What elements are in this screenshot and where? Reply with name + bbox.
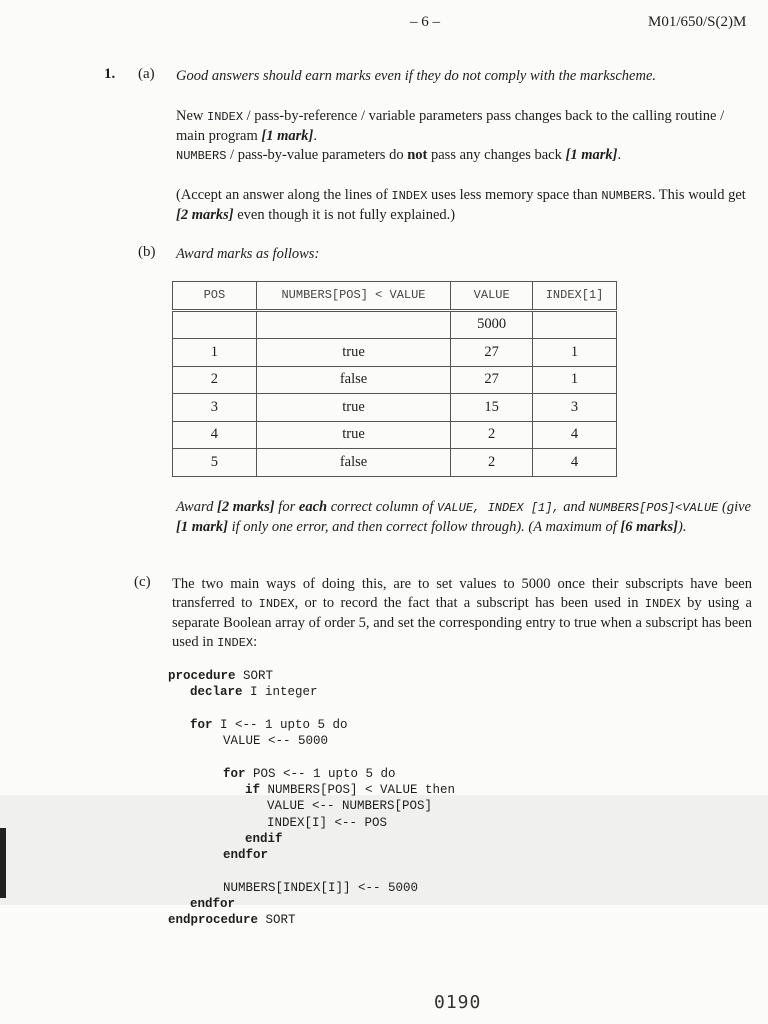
table-header-row [173, 282, 617, 311]
part-b-intro: Award marks as follows: [176, 246, 320, 262]
code-line [168, 668, 455, 684]
table-cell: true [256, 394, 451, 422]
mark: [2 marks] [217, 499, 275, 515]
table-cell: 27 [451, 366, 533, 394]
code-index: INDEX [258, 597, 295, 611]
code-text: VALUE <-- 5000 [223, 734, 329, 749]
column-header-index: INDEX[1] [533, 282, 617, 311]
table-cell: 4 [533, 449, 617, 477]
table-cell: 2 [451, 449, 533, 477]
table-row [173, 394, 617, 422]
table-cell: false [256, 366, 451, 394]
code-keyword: endfor [190, 897, 236, 912]
part-b-label: (b) [138, 244, 156, 260]
text: Award [176, 499, 217, 515]
code-text: SORT [235, 669, 274, 683]
code-numbers: NUMBERS [176, 149, 227, 163]
code-keyword: endif [245, 831, 283, 846]
table-row [173, 310, 617, 339]
code-line [168, 766, 455, 782]
text: . [313, 128, 317, 144]
code-text: SORT [258, 913, 296, 928]
code-index: INDEX [391, 189, 428, 203]
text: , or to record the fact that a subscript has been used in [294, 595, 645, 611]
code-line [168, 717, 455, 733]
code-line [168, 749, 455, 765]
text: / pass-by-value parameters do [226, 147, 408, 163]
page-number: – 6 – [410, 14, 440, 30]
code-line [168, 896, 455, 912]
text: uses less memory space than [427, 187, 602, 203]
text: pass any changes back [427, 147, 566, 163]
text: even though it is not fully explained.) [233, 207, 456, 223]
table-row [173, 366, 617, 394]
text: (give [718, 499, 751, 515]
column-header-comparison: NUMBERS[POS] < VALUE [256, 282, 451, 311]
text: for [274, 499, 299, 515]
table-cell: 1 [533, 339, 617, 367]
table-cell: 2 [173, 366, 257, 394]
code-line [168, 684, 455, 700]
text: correct column of [327, 499, 438, 515]
code-index: INDEX [1], [487, 501, 560, 515]
code-index: INDEX [217, 636, 254, 650]
part-a-label: (a) [138, 66, 155, 82]
part-a-paragraph-1 [176, 107, 751, 166]
code-line [168, 815, 455, 831]
code-line [168, 798, 455, 814]
code-numbers: NUMBERS [601, 189, 652, 203]
code-keyword: declare [190, 685, 243, 700]
text: and [559, 499, 589, 515]
text: New [176, 108, 208, 124]
table-cell: 3 [173, 394, 257, 422]
table-cell: 1 [533, 366, 617, 394]
table-cell [173, 310, 257, 339]
code-line [168, 733, 455, 749]
code-comparison: NUMBERS[POS]<VALUE [588, 501, 719, 515]
code-keyword: endfor [223, 848, 269, 863]
mark: [6 marks] [620, 519, 678, 535]
table-row [173, 339, 617, 367]
code-line [168, 864, 455, 880]
code-text: INDEX[I] <-- POS [267, 815, 388, 830]
table-row [173, 421, 617, 449]
code-keyword: procedure [168, 669, 236, 683]
part-c-paragraph [172, 575, 752, 653]
code-text: NUMBERS[POS] < VALUE then [260, 783, 456, 798]
text: : [253, 634, 258, 650]
table-cell: 2 [451, 421, 533, 449]
table-cell: false [256, 449, 451, 477]
table-cell: 3 [533, 394, 617, 422]
part-a-intro: Good answers should earn marks even if they do not comply with the markscheme. [176, 68, 657, 84]
mark: [1 mark] [565, 147, 618, 163]
code-line [168, 831, 455, 847]
text: The two main ways of doing this, are to set values to 5000 once their subscripts have been transferred to [172, 576, 752, 611]
table-cell [533, 310, 617, 339]
mark: [1 mark] [261, 128, 314, 144]
mark: [2 marks] [176, 207, 234, 223]
code-keyword: for [223, 766, 246, 781]
code-text: VALUE <-- NUMBERS[POS] [267, 799, 433, 814]
emphasis-each: each [298, 499, 328, 515]
document-reference: M01/650/S(2)M [648, 14, 747, 30]
column-header-pos: POS [173, 282, 257, 311]
code-keyword: endprocedure [168, 913, 259, 928]
pseudocode-block [168, 668, 455, 929]
part-c-label: (c) [134, 574, 151, 590]
text: / pass-by-reference / variable parameters pass changes back to the calling routine / main program [176, 108, 725, 144]
part-a-paragraph-accept [176, 186, 751, 225]
code-index: INDEX [207, 110, 244, 124]
emphasis-not: not [407, 147, 428, 163]
text: . [617, 147, 622, 163]
table-cell: 5000 [451, 310, 533, 339]
text: . This would get [651, 187, 746, 203]
code-text: I <-- 1 upto 5 do [212, 717, 348, 732]
code-line [168, 847, 455, 863]
text: if only one error, and then correct follow through). (A maximum of [227, 519, 621, 535]
code-keyword: for [190, 717, 213, 732]
text: by using a separate Boolean array of order 5, and set the corresponding entry to true when a subscript has been used in [172, 595, 752, 650]
mark: [1 mark] [176, 519, 228, 535]
table-cell: 5 [173, 449, 257, 477]
part-b-marking-note [176, 498, 751, 537]
table-cell: true [256, 421, 451, 449]
table-row [173, 449, 617, 477]
table-cell: 4 [533, 421, 617, 449]
trace-table [172, 281, 617, 477]
page-stamp: 0190 [434, 992, 482, 1013]
code-line [168, 782, 455, 798]
code-line [168, 912, 455, 928]
code-text: POS <-- 1 upto 5 do [245, 766, 396, 781]
table-cell [256, 310, 451, 339]
question-number: 1. [104, 66, 116, 82]
text: ). [677, 519, 687, 535]
text: (Accept an answer along the lines of [176, 187, 392, 203]
table-cell: 15 [451, 394, 533, 422]
scan-edge-mark [0, 828, 6, 898]
table-cell: 27 [451, 339, 533, 367]
code-text: NUMBERS[INDEX[I]] <-- 5000 [223, 880, 419, 895]
column-header-value: VALUE [451, 282, 533, 311]
code-text: I integer [242, 685, 318, 700]
code-keyword: if [245, 783, 261, 798]
table-cell: true [256, 339, 451, 367]
table-cell: 4 [173, 421, 257, 449]
code-index: INDEX [644, 597, 681, 611]
table-cell: 1 [173, 339, 257, 367]
code-value: VALUE, [437, 501, 481, 515]
code-line [168, 880, 455, 896]
code-line [168, 701, 455, 717]
